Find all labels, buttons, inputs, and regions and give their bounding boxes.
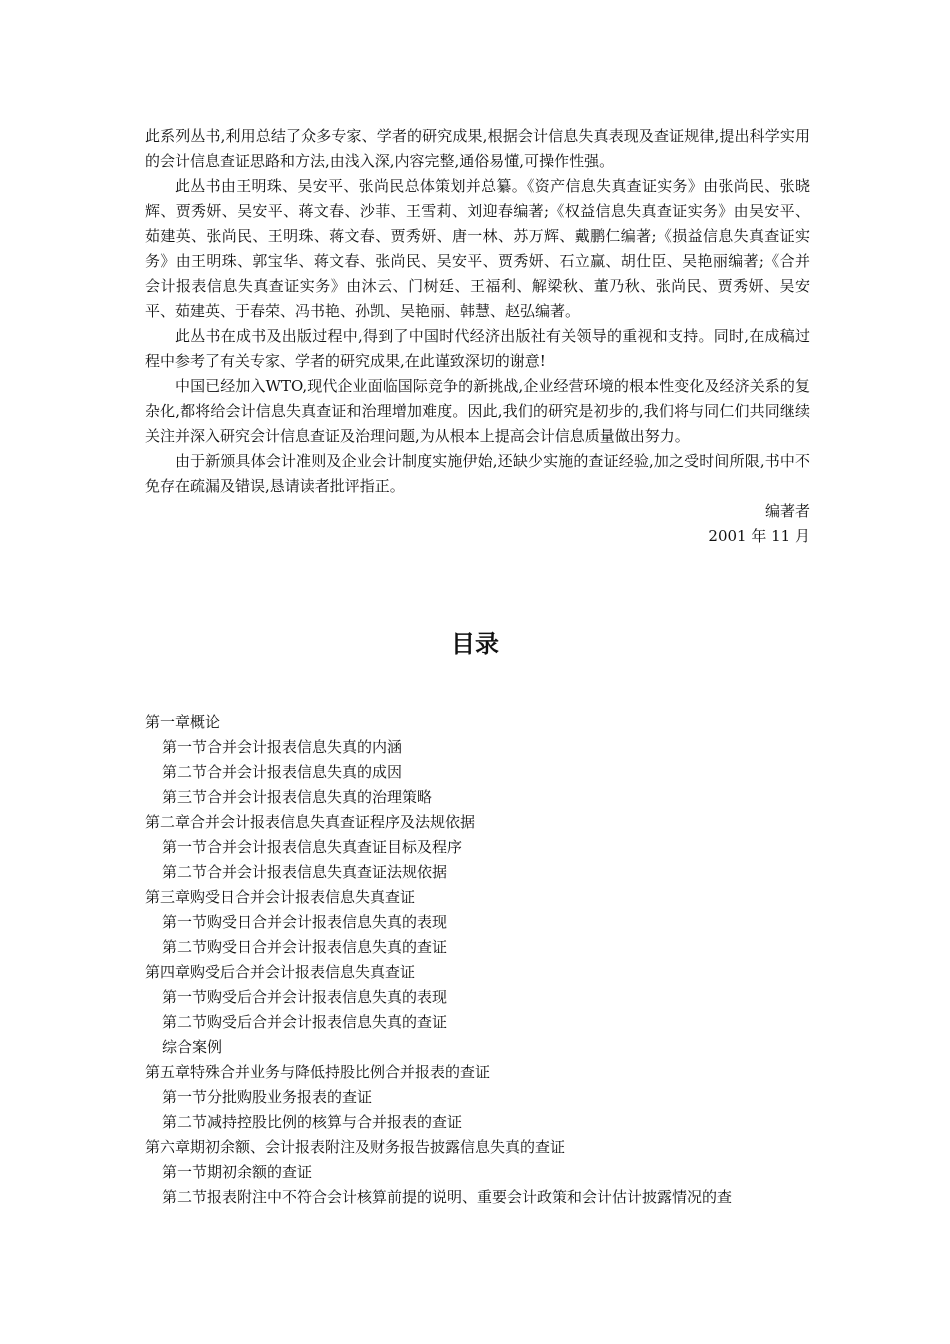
preface-paragraph: 此系列丛书,利用总结了众多专家、学者的研究成果,根据会计信息失真表现及查证规律,提出科学实用的会计信息查证思路和方法,由浅入深,内容完整,通俗易懂,可操作性强。 <box>145 127 810 170</box>
toc-section: 第二节购受后合并会计报表信息失真的查证 <box>162 1013 448 1031</box>
preface <box>145 124 810 549</box>
toc-section: 第一节购受日合并会计报表信息失真的表现 <box>162 913 448 931</box>
toc-title: 目录 <box>451 630 499 658</box>
toc-section: 第一节合并会计报表信息失真查证目标及程序 <box>162 838 463 856</box>
toc-section: 第一节分批购股业务报表的查证 <box>162 1088 373 1106</box>
toc-chapter: 第一章概论 <box>145 713 221 731</box>
toc-section: 第一节期初余额的查证 <box>162 1163 313 1181</box>
preface-paragraph: 中国已经加入WTO,现代企业面临国际竞争的新挑战,企业经营环境的根本性变化及经济关系的复杂化,都将给会计信息失真查证和治理增加难度。因此,我们的研究是初步的,我们将与同仁们共同继续关注并深入研究会计信息查证及治理问题,为从根本上提高会计信息质量做出努力。 <box>145 377 810 445</box>
toc-section: 第一节合并会计报表信息失真的内涵 <box>162 738 403 756</box>
preface-paragraph: 此丛书在成书及出版过程中,得到了中国时代经济出版社有关领导的重视和支持。同时,在成稿过程中参考了有关专家、学者的研究成果,在此谨致深切的谢意! <box>145 327 810 370</box>
toc-section: 第二节报表附注中不符合会计核算前提的说明、重要会计政策和会计估计披露情况的查 <box>162 1188 733 1206</box>
toc-chapter: 第五章特殊合并业务与降低持股比例合并报表的查证 <box>145 1063 491 1081</box>
preface-author: 编著者 <box>764 502 810 520</box>
toc-section: 第一节购受后合并会计报表信息失真的表现 <box>162 988 448 1006</box>
toc-chapter: 第四章购受后合并会计报表信息失真查证 <box>145 963 416 981</box>
preface-date: 2001 年 11 月 <box>708 527 810 545</box>
toc-section: 第二节减持控股比例的核算与合并报表的查证 <box>162 1113 463 1131</box>
toc-section: 综合案例 <box>162 1038 223 1056</box>
toc-section: 第二节购受日合并会计报表信息失真的查证 <box>162 938 448 956</box>
toc-section: 第二节合并会计报表信息失真的成因 <box>162 763 403 781</box>
toc-section: 第二节合并会计报表信息失真查证法规依据 <box>162 863 448 881</box>
table-of-contents <box>145 710 810 1210</box>
toc-section: 第三节合并会计报表信息失真的治理策略 <box>162 788 433 806</box>
toc-chapter: 第六章期初余额、会计报表附注及财务报告披露信息失真的查证 <box>145 1138 566 1156</box>
preface-paragraph: 由于新颁具体会计准则及企业会计制度实施伊始,还缺少实施的查证经验,加之受时间所限,书中不免存在疏漏及错误,恳请读者批评指正。 <box>145 452 810 495</box>
toc-chapter: 第二章合并会计报表信息失真查证程序及法规依据 <box>145 813 476 831</box>
preface-paragraph: 此丛书由王明珠、吴安平、张尚民总体策划并总纂。《资产信息失真查证实务》由张尚民、张晓辉、贾秀妍、吴安平、蒋文春、沙菲、王雪莉、刘迎春编著;《权益信息失真查证实务》由吴安平、茹建英、张尚民、王明珠、蒋文春、贾秀妍、唐一林、苏万辉、戴鹏仁编著;《损益信息失真查证实务》由王明珠、郭宝华、蒋文春、张尚民、吴安平、贾秀妍、石立赢、胡仕臣、吴艳丽编著;《合并会计报表信息失真查证实务》由沐云、门树廷、王福利、解梁秋、董乃秋、张尚民、贾秀妍、吴安平、茹建英、于春荣、冯书艳、孙凯、吴艳丽、韩慧、赵弘编著。 <box>145 177 810 320</box>
toc-chapter: 第三章购受日合并会计报表信息失真查证 <box>145 888 416 906</box>
